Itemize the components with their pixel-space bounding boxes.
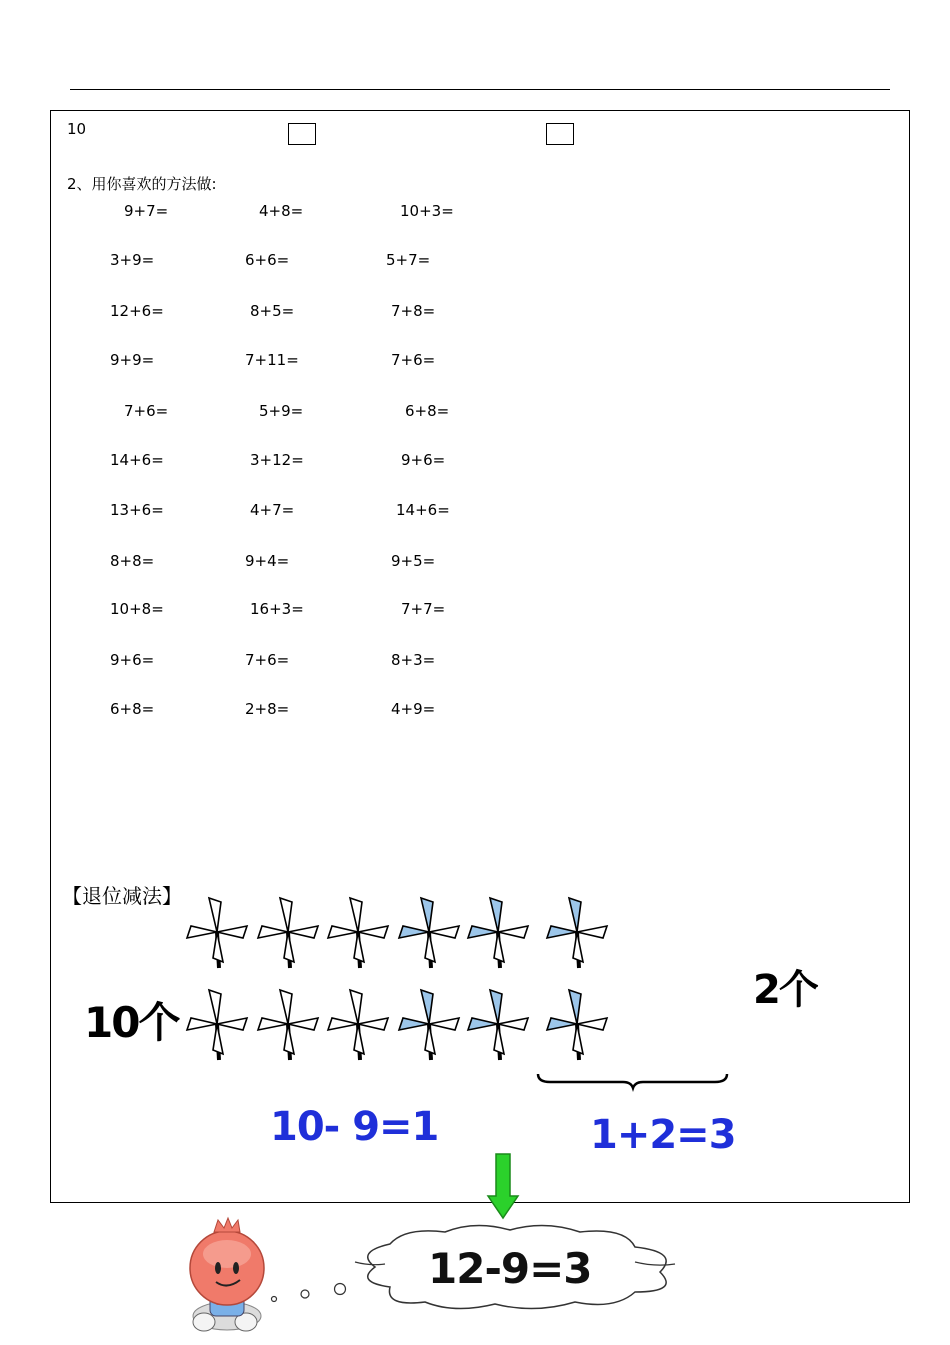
equation-right: 1+2=3 xyxy=(590,1112,736,1158)
equation-item: 8+3= xyxy=(391,651,436,669)
equation-item: 10+3= xyxy=(400,202,454,220)
equation-item: 7+7= xyxy=(401,600,446,618)
subtraction-title: 【退位减法】 xyxy=(62,884,182,908)
number-label: 10 xyxy=(67,120,87,138)
equation-item: 16+3= xyxy=(250,600,304,618)
equation-item: 7+11= xyxy=(245,351,299,369)
equation-item: 6+8= xyxy=(110,700,155,718)
pinwheel-icon xyxy=(187,990,247,1060)
pinwheel-icon xyxy=(547,898,607,968)
equation-item: 9+6= xyxy=(110,651,155,669)
equation-item: 9+9= xyxy=(110,351,155,369)
equation-item: 5+7= xyxy=(386,251,431,269)
equation-item: 5+9= xyxy=(259,402,304,420)
mascot-icon xyxy=(180,1218,280,1338)
equation-item: 7+6= xyxy=(391,351,436,369)
equation-item: 3+12= xyxy=(250,451,304,469)
equation-item: 3+9= xyxy=(110,251,155,269)
pinwheel-icon xyxy=(468,990,528,1060)
result-equation: 12-9=3 xyxy=(428,1244,592,1293)
equation-item: 4+7= xyxy=(250,501,295,519)
pinwheel-icon xyxy=(399,898,459,968)
equation-item: 14+6= xyxy=(110,451,164,469)
equation-item: 6+6= xyxy=(245,251,290,269)
equation-item: 10+8= xyxy=(110,600,164,618)
thought-bubbles-icon xyxy=(268,1280,358,1310)
equation-item: 6+8= xyxy=(405,402,450,420)
equation-item: 2+8= xyxy=(245,700,290,718)
pinwheel-icon xyxy=(187,898,247,968)
pinwheel-icon xyxy=(328,898,388,968)
equation-item: 9+5= xyxy=(391,552,436,570)
pinwheel-icon xyxy=(258,990,318,1060)
pinwheel-icon xyxy=(547,990,607,1060)
label-ten: 10个 xyxy=(84,998,179,1047)
pinwheel-icon xyxy=(468,898,528,968)
equation-item: 7+8= xyxy=(391,302,436,320)
label-two: 2个 xyxy=(753,967,817,1013)
equation-item: 7+6= xyxy=(124,402,169,420)
section-title: 2、用你喜欢的方法做: xyxy=(67,175,217,193)
equation-left: 10- 9=1 xyxy=(270,1104,439,1150)
equation-item: 7+6= xyxy=(245,651,290,669)
equation-item: 9+7= xyxy=(124,202,169,220)
pinwheel-icon xyxy=(399,990,459,1060)
equation-item: 4+8= xyxy=(259,202,304,220)
equation-item: 9+6= xyxy=(401,451,446,469)
pinwheel-icon xyxy=(258,898,318,968)
equation-item: 12+6= xyxy=(110,302,164,320)
brace-icon xyxy=(535,1072,735,1092)
equation-item: 4+9= xyxy=(391,700,436,718)
equation-item: 13+6= xyxy=(110,501,164,519)
down-arrow-icon xyxy=(485,1152,525,1222)
equation-item: 8+8= xyxy=(110,552,155,570)
equation-item: 9+4= xyxy=(245,552,290,570)
equation-item: 8+5= xyxy=(250,302,295,320)
pinwheel-icon xyxy=(328,990,388,1060)
equation-item: 14+6= xyxy=(396,501,450,519)
